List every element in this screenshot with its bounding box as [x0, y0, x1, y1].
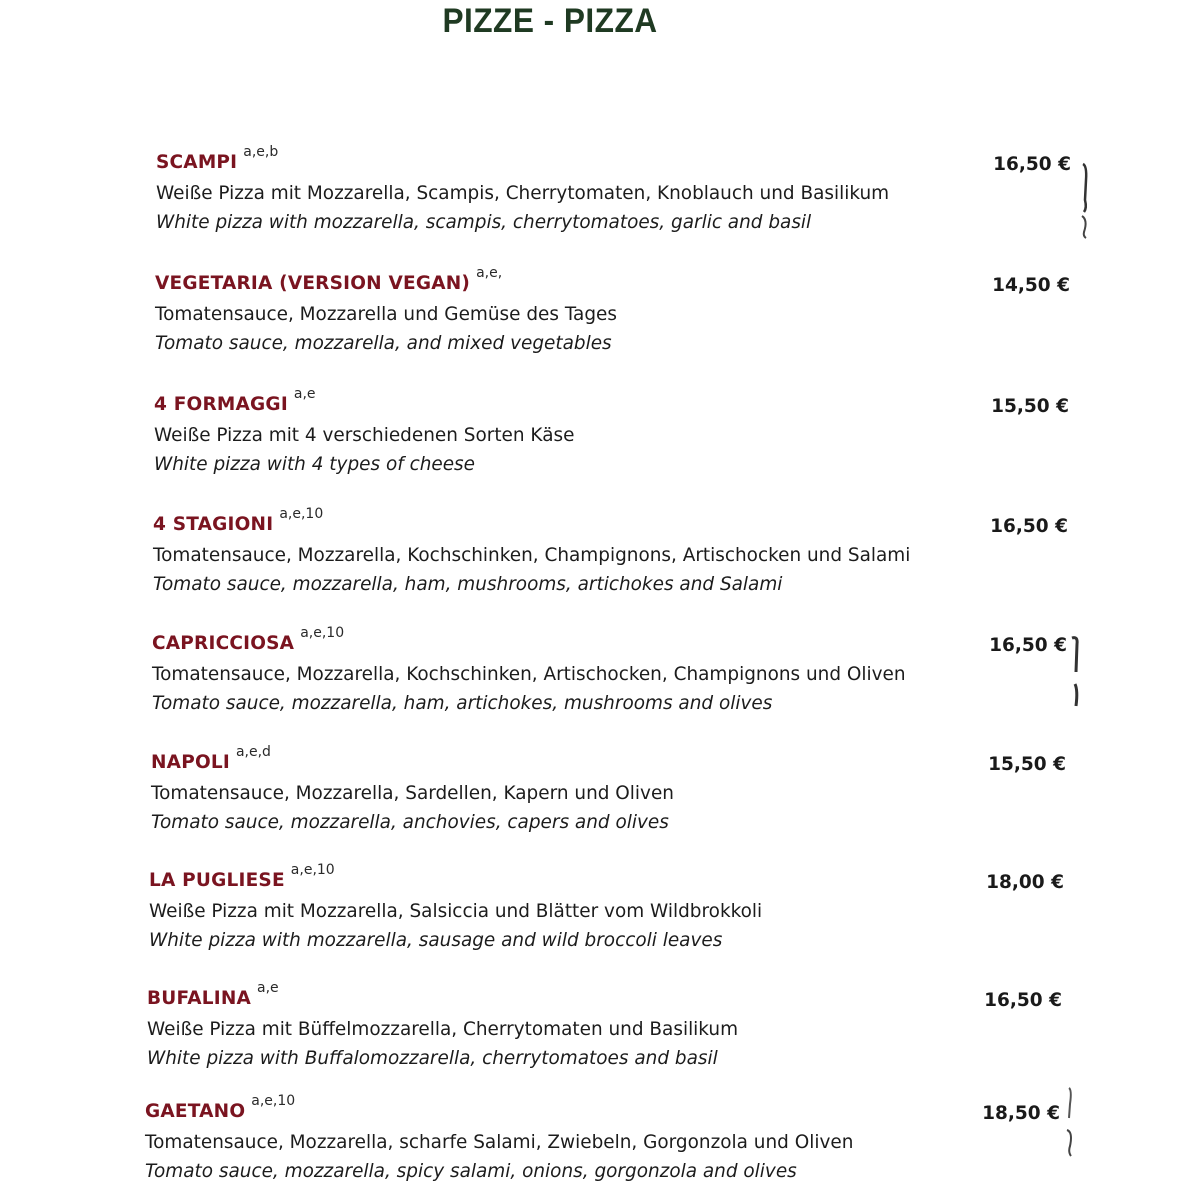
- item-price: 14,50 €: [992, 275, 1070, 296]
- item-header: [156, 144, 279, 173]
- item-name: SCAMPI: [156, 152, 238, 173]
- item-name: VEGETARIA (VERSION VEGAN): [155, 273, 471, 294]
- item-allergens: a,e,10: [279, 506, 324, 522]
- item-allergens: a,e,: [476, 265, 503, 281]
- item-description-english: Tomato sauce, mozzarella, ham, artichokes, mushrooms and olives: [152, 692, 773, 714]
- binder-mark-middle: [1066, 632, 1086, 712]
- item-description-english: White pizza with mozzarella, scampis, cherrytomatoes, garlic and basil: [156, 211, 812, 233]
- item-description-english: Tomato sauce, mozzarella, ham, mushrooms, artichokes and Salami: [153, 573, 783, 595]
- item-name: CAPRICCIOSA: [152, 633, 295, 654]
- menu-item-capricciosa: [152, 625, 1067, 733]
- item-description-german: Tomatensauce, Mozzarella und Gemüse des Tages: [155, 303, 617, 325]
- item-description-english: White pizza with mozzarella, sausage and wild broccoli leaves: [149, 929, 723, 951]
- menu-item-scampi: [156, 144, 1071, 252]
- menu-item-4-stagioni: [153, 506, 1068, 614]
- item-header: [151, 744, 271, 773]
- item-header: [147, 980, 279, 1009]
- item-description-german: Weiße Pizza mit Mozzarella, Salsiccia und Blätter vom Wildbrokkoli: [149, 900, 763, 922]
- binder-mark-bottom: [1060, 1082, 1080, 1162]
- item-price: 15,50 €: [991, 396, 1069, 417]
- item-description-german: Tomatensauce, Mozzarella, Kochschinken, Champignons, Artischocken und Salami: [153, 544, 911, 566]
- item-allergens: a,e,b: [243, 144, 279, 160]
- item-description-german: Tomatensauce, Mozzarella, scharfe Salami, Zwiebeln, Gorgonzola und Oliven: [145, 1131, 854, 1153]
- menu-item-gaetano: [145, 1093, 1060, 1201]
- item-header: [145, 1093, 296, 1122]
- item-price: 18,00 €: [986, 872, 1064, 893]
- item-description-german: Tomatensauce, Mozzarella, Sardellen, Kapern und Oliven: [151, 782, 674, 804]
- binder-mark-top: [1075, 160, 1095, 240]
- item-description-english: Tomato sauce, mozzarella, spicy salami, onions, gorgonzola and olives: [145, 1160, 797, 1182]
- item-header: [152, 625, 345, 654]
- item-name: NAPOLI: [151, 752, 230, 773]
- item-name: LA PUGLIESE: [149, 870, 285, 891]
- menu-item-napoli: [151, 744, 1066, 852]
- item-description-english: Tomato sauce, mozzarella, anchovies, capers and olives: [151, 811, 669, 833]
- item-description-german: Weiße Pizza mit Mozzarella, Scampis, Cherrytomaten, Knoblauch und Basilikum: [156, 182, 890, 204]
- page-title: PIZZE - PIZZA: [442, 2, 658, 40]
- item-name: 4 STAGIONI: [153, 514, 274, 535]
- item-header: [153, 506, 324, 535]
- menu-item-la-pugliese: [149, 862, 1064, 970]
- item-name: BUFALINA: [147, 988, 252, 1009]
- item-name: 4 FORMAGGI: [154, 394, 288, 415]
- item-description-german: Weiße Pizza mit 4 verschiedenen Sorten Käse: [154, 424, 575, 446]
- menu-item-vegetaria: [155, 265, 1070, 373]
- item-allergens: a,e,10: [251, 1093, 296, 1109]
- item-price: 16,50 €: [990, 516, 1068, 537]
- item-allergens: a,e,10: [290, 862, 335, 878]
- item-name: GAETANO: [145, 1101, 246, 1122]
- item-allergens: a,e: [293, 386, 316, 402]
- item-allergens: a,e,10: [300, 625, 345, 641]
- menu-item-4-formaggi: [154, 386, 1069, 494]
- menu-item-bufalina: [147, 980, 1062, 1088]
- item-header: [155, 265, 503, 294]
- item-price: 16,50 €: [989, 635, 1067, 656]
- item-description-german: Weiße Pizza mit Büffelmozzarella, Cherrytomaten und Basilikum: [147, 1018, 739, 1040]
- item-allergens: a,e: [257, 980, 279, 996]
- item-allergens: a,e,d: [235, 744, 271, 760]
- item-price: 16,50 €: [993, 154, 1071, 175]
- item-description-german: Tomatensauce, Mozzarella, Kochschinken, Artischocken, Champignons und Oliven: [152, 663, 906, 685]
- item-price: 15,50 €: [988, 754, 1066, 775]
- item-description-english: Tomato sauce, mozzarella, and mixed vegetables: [155, 332, 612, 354]
- item-price: 16,50 €: [984, 990, 1062, 1011]
- item-header: [149, 862, 335, 891]
- item-description-english: White pizza with Buffalomozzarella, cherrytomatoes and basil: [147, 1047, 718, 1069]
- item-price: 18,50 €: [982, 1103, 1060, 1124]
- item-description-english: White pizza with 4 types of cheese: [154, 453, 476, 475]
- item-header: [154, 386, 316, 415]
